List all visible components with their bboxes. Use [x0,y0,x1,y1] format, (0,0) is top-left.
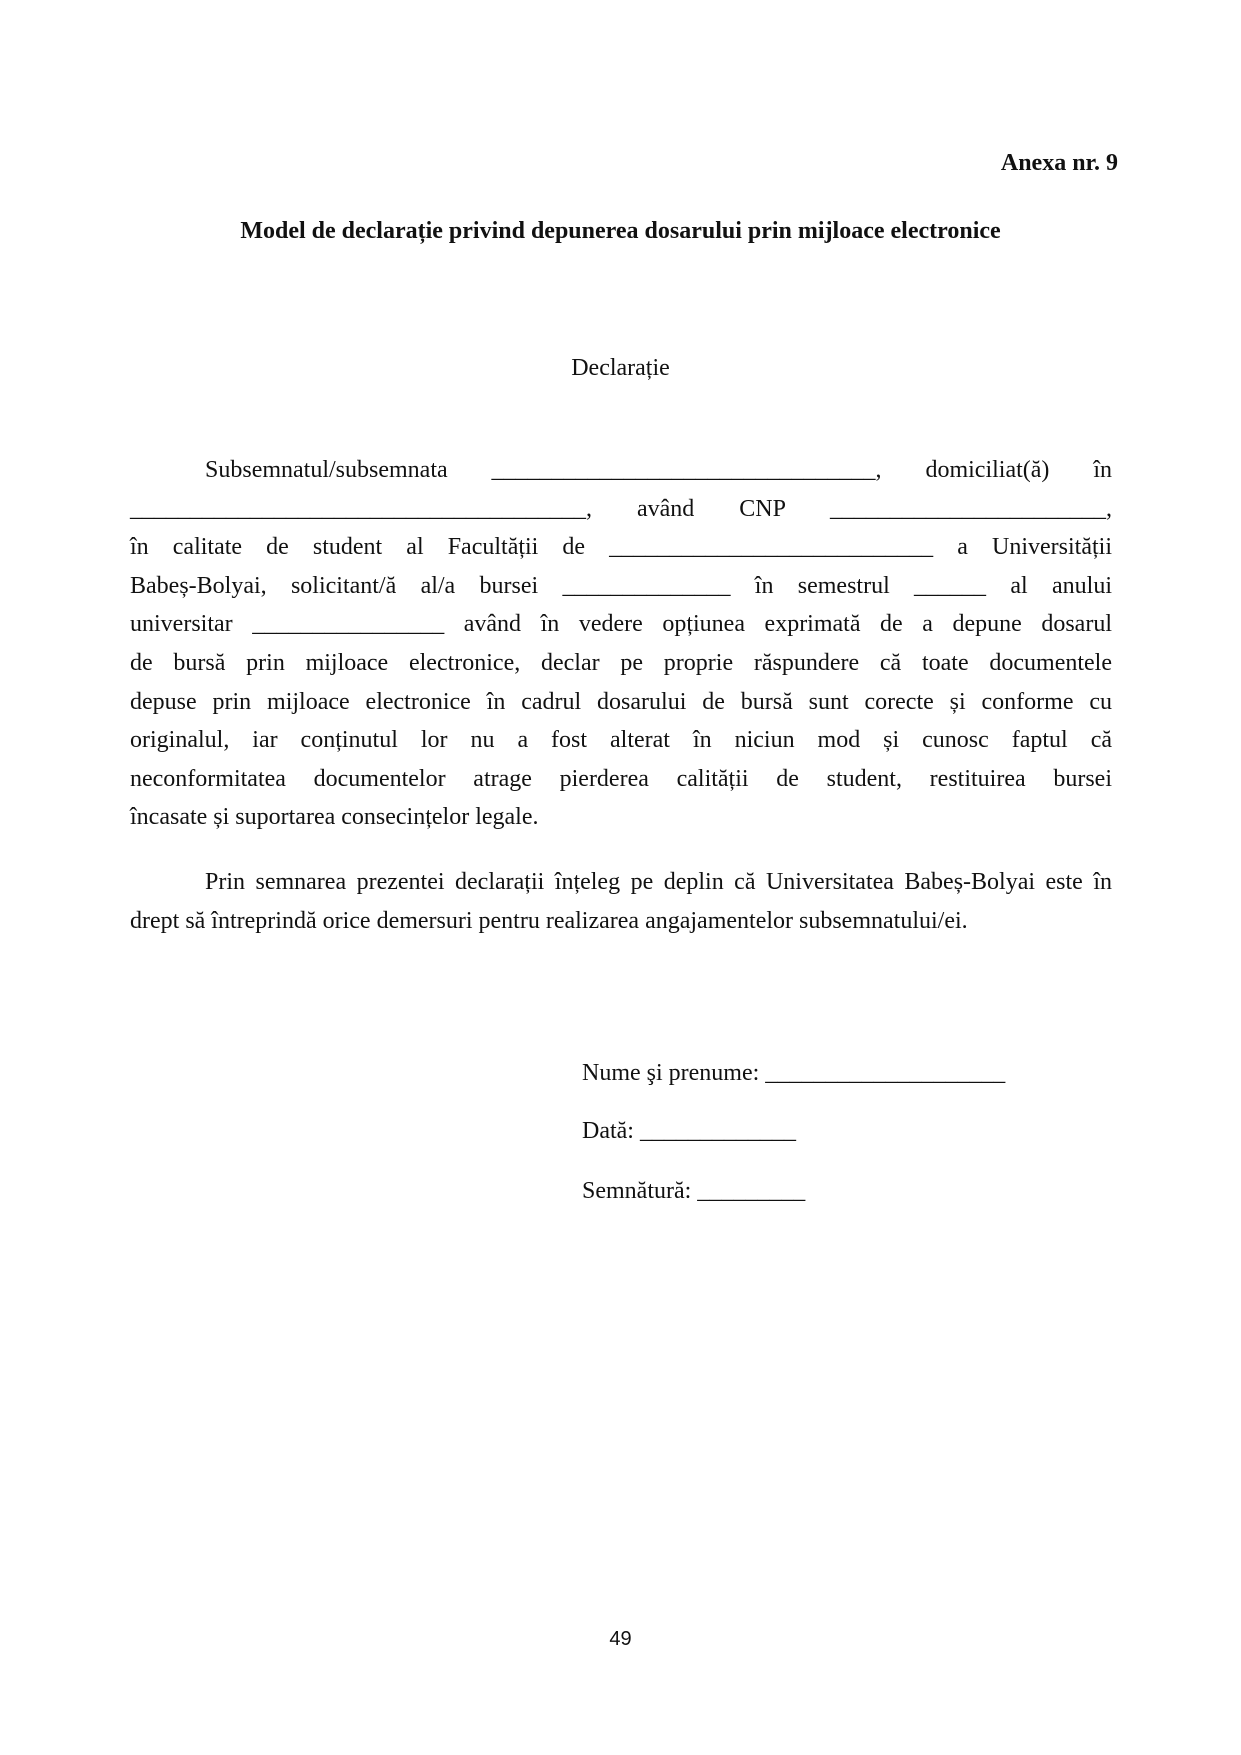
signature-field-label: Semnătură: _________ [582,1178,806,1204]
paragraph-line: Subsemnatul/subsemnata ________________________________, domiciliat(ă) în [205,457,1112,483]
paragraph-line: neconformitatea documentelor atrage pierderea calității de student, restituirea bursei [130,765,1112,792]
declaration-heading: Declarație [571,355,670,381]
paragraph-line: ______________________________________, având CNP _______________________, [130,495,1112,522]
declaration-paragraph-1 [130,451,1112,837]
paragraph-line: încasate și suportarea consecințelor legale. [130,804,539,831]
paragraph-line: în calitate de student al Facultății de ___________________________ a Universității [130,534,1112,561]
paragraph-text: Prin semnarea prezentei declarații înțeleg pe deplin că Universitatea Babeș-Bolyai este în drept să întreprindă orice demersuri pentru realizarea angajamentelor subsemnatului/ei. [130,869,1112,934]
paragraph-line: universitar ________________ având în vedere opțiunea exprimată de a depune dosarul [130,611,1112,638]
name-field-label: Nume şi prenume: ____________________ [582,1060,1006,1086]
declaration-paragraph-2 [130,863,1112,940]
paragraph-line: depuse prin mijloace electronice în cadrul dosarului de bursă sunt corecte și conforme cu [130,688,1112,715]
document-title: Model de declarație privind depunerea dosarului prin mijloace electronice [240,218,1001,244]
date-field-label: Dată: _____________ [582,1118,796,1144]
paragraph-line: Babeș-Bolyai, solicitant/ă al/a bursei ______________ în semestrul ______ al anului [130,572,1112,599]
paragraph-line: originalul, iar conținutul lor nu a fost alterat în niciun mod și cunosc faptul că [130,727,1112,754]
page-number: 49 [609,1628,632,1650]
paragraph-line: de bursă prin mijloace electronice, declar pe proprie răspundere că toate documentele [130,649,1112,676]
annex-label: Anexa nr. 9 [1000,150,1118,176]
